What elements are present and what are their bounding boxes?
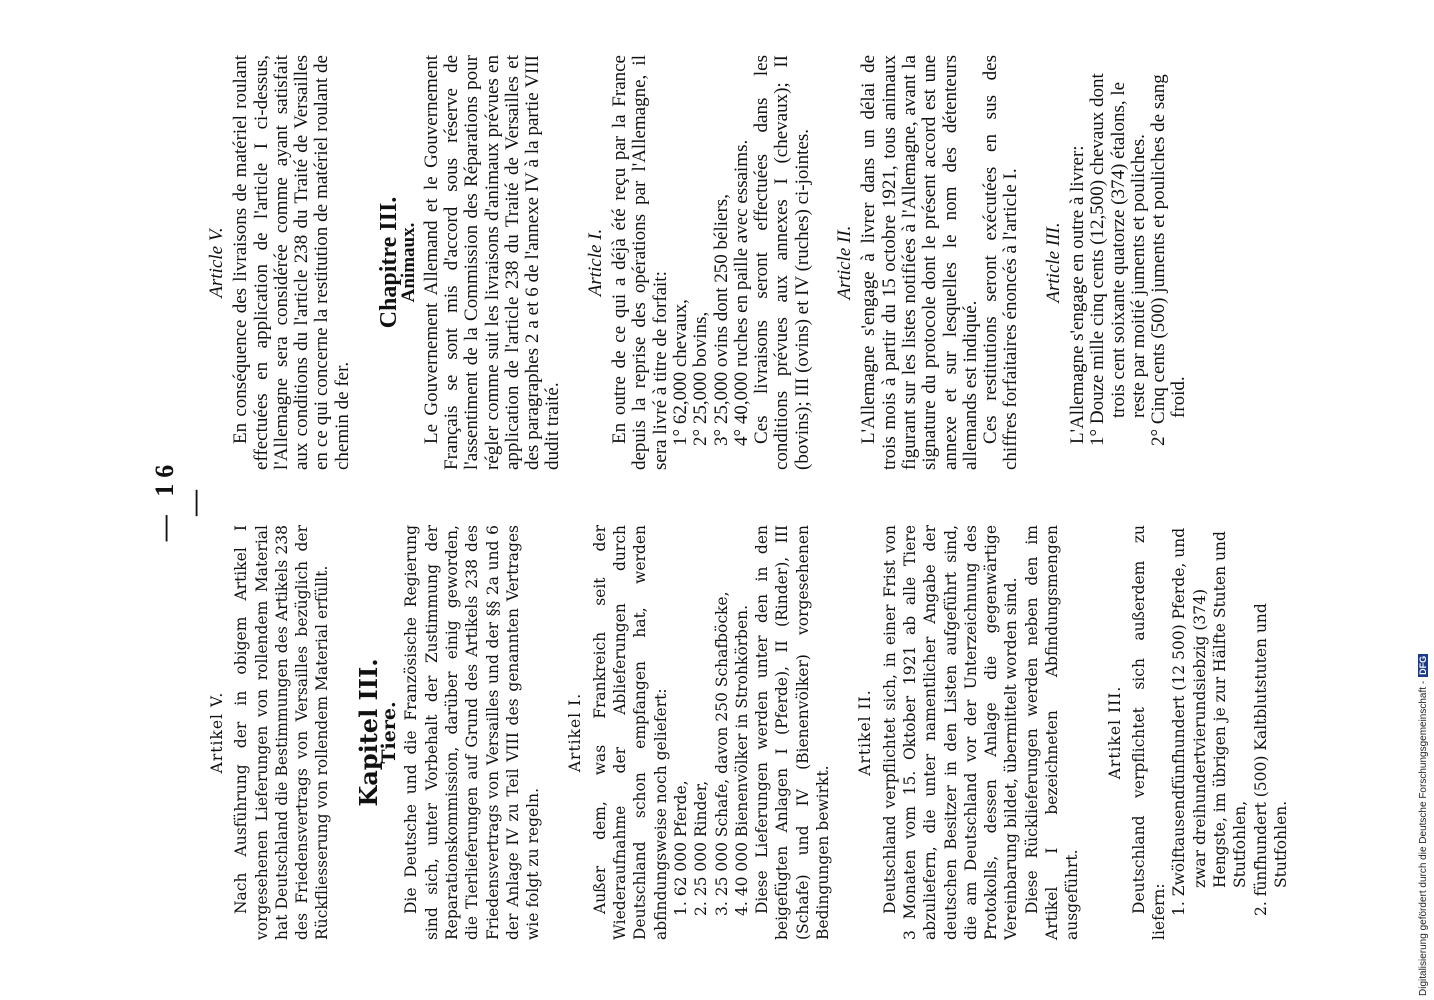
- de-art3-list: [1169, 525, 1291, 940]
- fr-art3-heading: Article III.: [1042, 222, 1064, 303]
- list-item: 2. fünfhundert (500) Kaltblutstuten und Stutfohlen.: [1251, 603, 1290, 916]
- de-art5-text: Nach Ausführung der in obigem Artikel I vorgesehenen Lieferungen von rollendem Material hat Deutschland die Bestimmungen des Artikels 238 des Friedensvertrags von Versailles bezüglich der Rückfliesserung von rollendem Material erfüllt.: [232, 525, 332, 940]
- fr-art5-text: En conséquence des livraisons de matériel roulant effectuées en application de l'article I ci-dessus, l'Allemagne sera considérée comme ayant satisfait aux conditions du l'article 238 du Traité de Versailles en ce qui concerne la restitution de matériel roulant de chemin de fer.: [230, 55, 353, 470]
- fr-art2-text2: Ces restitutions seront exécutées en sus des chiffres forfaitaires énoncés à l'article I.: [980, 55, 1022, 470]
- de-art1-text2: Diese Lieferungen werden unter den in den beigefügten Anlagen I (Pferde), II (Rinder), III (Schafe) und IV (Bienenvölker) vorgesehenen Bedingungen bewirkt.: [753, 525, 833, 940]
- de-art1-heading: Artikel I.: [566, 692, 585, 773]
- list-item: 2° 25,000 bovins,: [690, 311, 712, 446]
- page-number: — 16 —: [150, 458, 209, 542]
- list-item: 3° 25,000 ovins dont 250 béliers,: [710, 194, 732, 446]
- fr-art1-heading: Article I.: [584, 228, 606, 297]
- de-art2-heading: Artikel II.: [856, 689, 875, 776]
- de-chapter-title: Kapitel III.: [353, 658, 383, 807]
- list-item: 1. Zwölftausendfünfhundert (12 500) Pferde, und zwar dreihundertvierundsiebzig (374) Hengste, im übrigen je zur Hälfte Stuten und Stutfohlen,: [1170, 527, 1250, 916]
- fr-art3-list: [1088, 55, 1189, 470]
- french-column: [205, 55, 1190, 470]
- fr-art1-text: En outre de ce qui a déjà été reçu par la France depuis la reprise des opérations par l'Allemagne, il sera livré à titre de forfait:: [609, 55, 671, 470]
- de-chapter-subtitle: Tiere.: [378, 701, 401, 764]
- footer-text: Digitalisierung gefördert durch die Deutsche Forschungsgemeinschaft -: [1418, 680, 1429, 996]
- de-intro: Die Deutsche und die Französische Regierung sind sich, unter Vorbehalt der Zustimmung der Reparationskommission, darüber einig geworden, die Tierlieferungen auf Grund des Artikels 238 des Friedensvertrags von Versailles und der §§ 2a und 6 der Anlage IV zu Teil VIII des genannten Vertrages wie folgt zu regeln.: [402, 525, 543, 940]
- list-item: 1° Douze mille cinq cents (12,500) chevaux dont trois cent soixante quatorze (374) étalons, le reste par moitié juments et pouliches.: [1087, 73, 1149, 446]
- fr-art5-heading: Article V.: [206, 227, 227, 298]
- footer-credit: [1418, 6, 1429, 996]
- german-column: [205, 525, 1291, 940]
- de-art3-heading: Artikel III.: [1105, 685, 1124, 780]
- de-art1-list: [671, 525, 752, 940]
- list-item: 4. 40 000 Bienenvölker in Strohkörben.: [732, 604, 751, 916]
- fr-art3-text: L'Allemagne s'engage en outre à livrer:: [1066, 145, 1088, 444]
- de-art2-text: Deutschland verpflichtet sich, in einer Frist von 3 Monaten vom 15. Oktober 1921 ab alle Tiere abzuliefern, die unter namentlicher Angabe der deutschen Besitzer in den Listen aufgeführt sind, die am Deutschland vor der Unterzeichnung des Protokolls, dessen Anlage die gegenwärtige Vereinbarung bildet, übermittelt worden sind.: [880, 525, 1021, 940]
- fr-art1-list: [671, 55, 752, 470]
- list-item: 1° 62,000 chevaux,: [669, 299, 691, 446]
- de-art5-heading: Artikel V.: [208, 691, 226, 774]
- fr-intro: Le Gouvernement Allemand et le Gouvernement Français se sont mis d'accord sous réserve de l'assentiment de la Commission des Réparations pour régler comme suit les livraisons d'animaux prévues en application de l'article 238 du Traité de Versailles et des paragraphes 2 a et 6 de l'annexe IV à la partie VIII dudit traité.: [420, 55, 564, 470]
- list-item: 4° 40,000 ruches en paille avec essaims.: [730, 139, 752, 446]
- de-art2-text2: Diese Rücklieferungen werden neben den im Artikel I bezeichneten Abfindungsmengen ausgeführt.: [1022, 525, 1082, 940]
- de-art3-text: Deutschland verpflichtet sich außerdem zu liefern:: [1129, 525, 1169, 940]
- de-art1-text: Außer dem, was Frankreich seit der Wiederaufnahme der Ablieferungen durch Deutschland schon empfangen hat, werden abfindungsweise noch geliefert:: [590, 525, 670, 940]
- list-item: 2. 25 000 Rinder,: [692, 780, 711, 916]
- fr-chapter-title: Chapitre III.: [376, 196, 403, 329]
- fr-art2-heading: Article II.: [834, 225, 856, 300]
- fr-art1-text2: Ces livraisons seront effectuées dans les conditions prévues aux annexes I (chevaux); II (bovins); III (ovins) et IV (ruches) ci-jointes.: [751, 55, 813, 470]
- dfg-logo: DFG: [1418, 655, 1429, 675]
- list-item: 3. 25 000 Schafe, davon 250 Schafböcke,: [712, 591, 731, 916]
- fr-chapter-subtitle: Animaux.: [398, 222, 420, 303]
- list-item: 1. 62 000 Pferde,: [671, 780, 690, 916]
- fr-art2-text: L'Allemagne s'engage à livrer dans un délai de trois mois à partir du 15 octobre 1921, tous animaux figurant sur les listes notifiées à l'Allemagne, avant la signature du protocole dont le présent accord est une annexe et sur lesquelles le nom des détenteurs allemands est indiqué.: [858, 55, 981, 470]
- list-item: 2° Cinq cents (500) juments et pouliches de sang froid.: [1148, 74, 1190, 446]
